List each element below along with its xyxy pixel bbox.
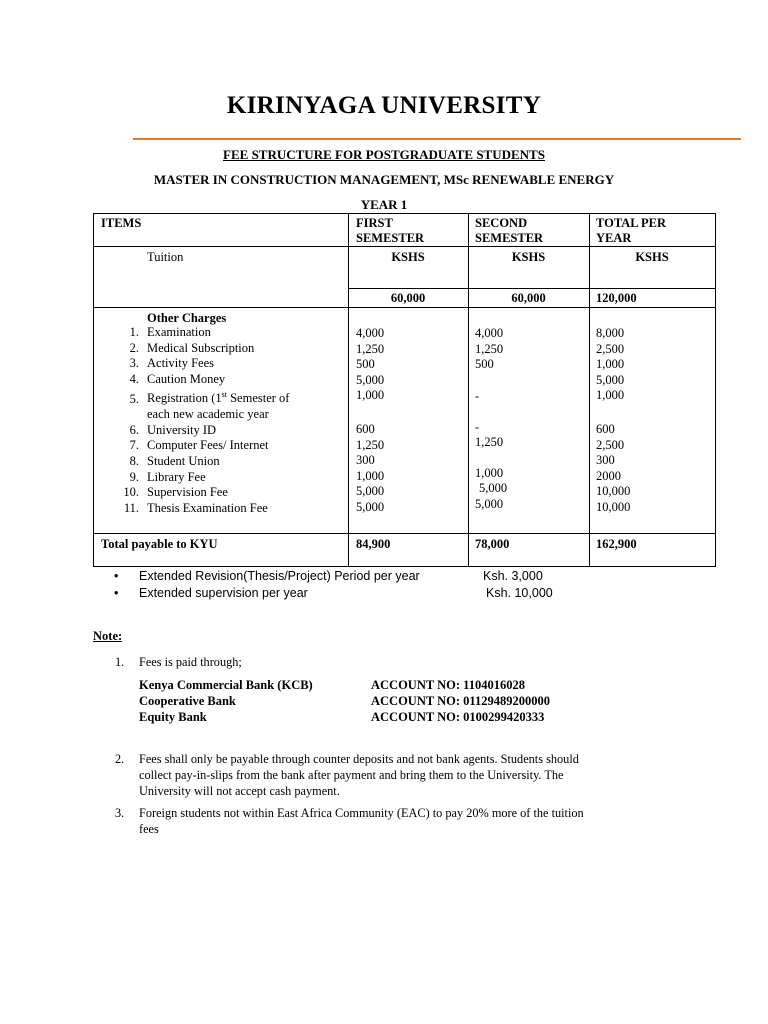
list-item: 2. Medical Subscription [129, 340, 255, 355]
header-total-line2: YEAR [596, 231, 632, 245]
cell-value: 1,250 [475, 435, 504, 449]
cell-value: 1,250 [356, 437, 385, 452]
header-second-line1: SECOND [475, 216, 528, 230]
bank-name: Kenya Commercial Bank (KCB) [139, 678, 313, 692]
extra-amount: Ksh. 10,000 [486, 586, 553, 600]
cell-value: - [475, 389, 480, 403]
list-item: 11. Thesis Examination Fee [123, 500, 268, 515]
note-line: Fees shall only be payable through counter deposits and not bank agents. Students should [139, 752, 579, 766]
bank-account: ACCOUNT NO: 0100299420333 [371, 710, 545, 724]
header-first-line2: SEMESTER [356, 231, 425, 245]
table-border [589, 213, 590, 567]
bank-name: Equity Bank [139, 710, 207, 724]
table-border-bottom [93, 566, 716, 567]
cell-value: 300 [356, 453, 375, 468]
list-item: 6. University ID [129, 422, 217, 437]
cell-value: 5,000 [475, 497, 504, 511]
note-line: University will not accept cash payment. [139, 784, 340, 798]
total-row-first: 84,900 [356, 537, 391, 551]
cell-value: 1,000 [475, 466, 504, 480]
tuition-first: 60,000 [390, 291, 426, 305]
list-item: 5. Registration (1st Semester of [129, 390, 290, 406]
cell-value: 1,250 [356, 341, 385, 356]
list-item-continuation: each new academic year [147, 407, 269, 422]
tuition-label: Tuition [147, 250, 184, 264]
list-item: 9. Library Fee [129, 469, 206, 484]
cell-value: 5,000 [596, 372, 625, 387]
total-row-label: Total payable to KYU [101, 537, 218, 551]
cell-value: 500 [475, 357, 494, 371]
cell-value: 300 [596, 453, 615, 468]
title-divider [133, 138, 741, 140]
year-label: YEAR 1 [360, 197, 408, 212]
table-border-left [93, 213, 94, 567]
bank-names [139, 677, 313, 725]
list-item: 3. Activity Fees [129, 356, 215, 371]
tuition-second: 60,000 [511, 291, 546, 305]
list-item: 4. Caution Money [129, 371, 226, 386]
cell-value: 2,500 [596, 341, 625, 356]
tuition-total: 120,000 [596, 291, 637, 305]
list-item [114, 586, 118, 600]
note-item-2 [139, 751, 579, 799]
header-items: ITEMS [101, 216, 142, 230]
extra-amount: Ksh. 3,000 [483, 569, 543, 583]
table-border-right [715, 213, 716, 567]
table-border [468, 213, 469, 567]
cell-value: 8,000 [596, 326, 625, 340]
bank-accounts [371, 677, 550, 725]
list-item: 10. Supervision Fee [123, 485, 228, 500]
extra-label: Extended supervision per year [139, 586, 308, 600]
bullet-icon: • [114, 569, 119, 583]
note-line: Foreign students not within East Africa Community (EAC) to pay 20% more of the tuition [139, 806, 584, 820]
cell-value: 600 [596, 421, 615, 436]
cell-value: 5,000 [356, 484, 385, 499]
list-item: 7. Computer Fees/ Internet [129, 438, 269, 453]
cell-value: 4,000 [475, 326, 504, 340]
bank-account: ACCOUNT NO: 1104016028 [371, 678, 525, 692]
total-row-total: 162,900 [596, 537, 637, 551]
cell-value: 1,000 [596, 357, 625, 372]
total-row-second: 78,000 [475, 537, 510, 551]
tuition-currency-total: KSHS [635, 250, 669, 264]
cell-value: - [475, 420, 480, 434]
table-border-top [93, 213, 716, 214]
list-item: 8. Student Union [129, 453, 220, 468]
table-border [93, 246, 716, 247]
note-number: 1. [115, 655, 125, 669]
cell-value: 600 [356, 421, 375, 436]
charges-list [117, 325, 347, 516]
programmes-title: MASTER IN CONSTRUCTION MANAGEMENT, MSc RENEWABLE ENERGY [153, 172, 615, 187]
header-first-semester [356, 216, 424, 246]
cell-value: 10,000 [596, 499, 631, 514]
cell-value: 1,000 [356, 468, 385, 483]
list-item [114, 569, 118, 583]
cell-value: 2000 [596, 468, 621, 483]
cell-value: 10,000 [596, 484, 631, 499]
note-number: 3. [115, 806, 125, 820]
tuition-currency-second: KSHS [511, 250, 546, 264]
cell-value: 5,000 [356, 499, 385, 514]
header-second-semester [475, 216, 543, 246]
other-charges-title: Other Charges [147, 311, 227, 325]
table-border [348, 213, 349, 567]
cell-value: 2,500 [596, 437, 625, 452]
cell-value: 5,000 [479, 481, 508, 495]
table-border [93, 533, 716, 534]
cell-value: 1,000 [596, 388, 625, 403]
note-title: Note: [93, 629, 123, 643]
header-second-line2: SEMESTER [475, 231, 544, 245]
note-item-3 [139, 805, 584, 837]
note-item-1: Fees is paid through; [139, 655, 242, 669]
bank-name: Cooperative Bank [139, 694, 236, 708]
total-values [596, 326, 630, 516]
cell-value: 5,000 [356, 372, 385, 387]
cell-value: 1,000 [356, 388, 385, 403]
list-item: 1. Examination [129, 325, 211, 339]
cell-value: 500 [356, 357, 375, 372]
note-number: 2. [115, 752, 125, 766]
fee-structure-title: FEE STRUCTURE FOR POSTGRADUATE STUDENTS [223, 147, 545, 162]
cell-value: 4,000 [356, 326, 385, 340]
header-total-per-year [596, 216, 666, 246]
note-line: fees [139, 822, 159, 836]
university-title: KIRINYAGA UNIVERSITY [226, 92, 542, 119]
bank-account: ACCOUNT NO: 01129489200000 [371, 694, 550, 708]
tuition-currency-first: KSHS [391, 250, 425, 264]
bullet-icon: • [114, 586, 119, 600]
cell-value: 1,250 [475, 342, 504, 356]
note-line: collect pay-in-slips from the bank after payment and bring them to the University. The [139, 768, 564, 782]
header-first-line1: FIRST [356, 216, 393, 230]
table-border [93, 307, 716, 308]
extra-label: Extended Revision(Thesis/Project) Period per year [139, 569, 420, 583]
table-border [348, 288, 716, 289]
first-semester-values [356, 326, 384, 516]
header-total-line1: TOTAL PER [596, 216, 667, 230]
